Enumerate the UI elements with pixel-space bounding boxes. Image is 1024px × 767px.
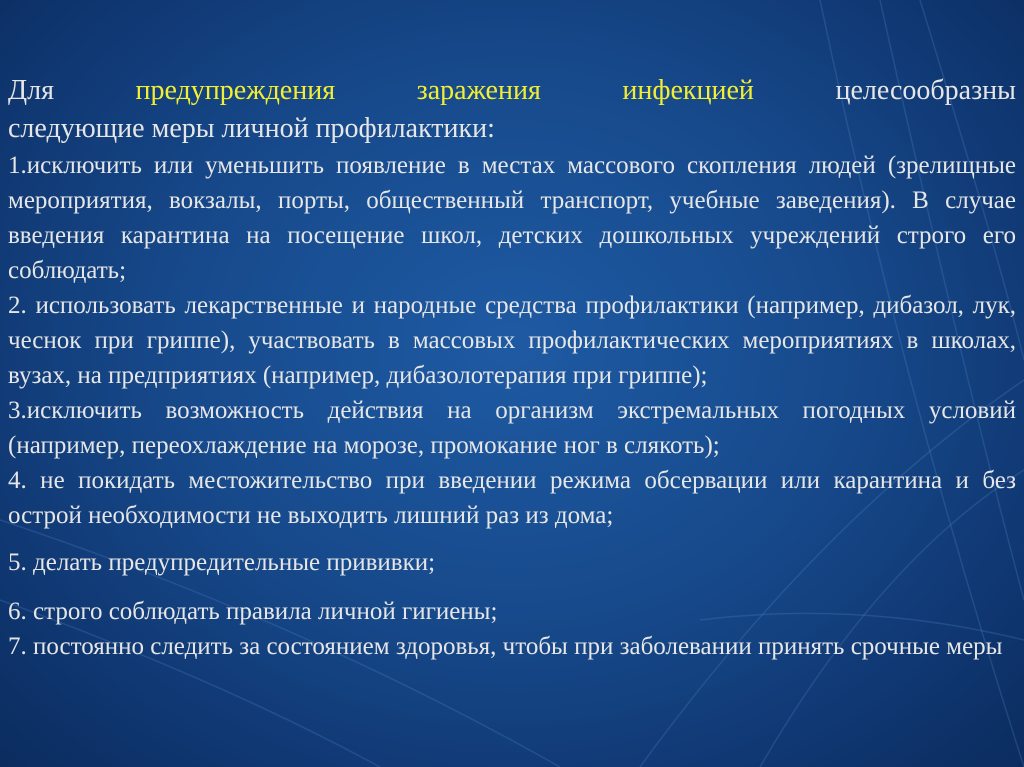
list-item-2: 2. использовать лекарственные и народные средства профилактики (например, дибазол, лук, чеснок при гриппе), участвовать в массовых профилактических мероприятиях в школах, вузах, на предприятиях (например, дибазолотерапия при гриппе); (8, 292, 1016, 389)
intro-highlight-word-2: заражения (416, 75, 541, 106)
slide-content (8, 72, 1016, 664)
list-item-4: 4. не покидать местожительство при введении режима обсервации или карантина и без острой необходимости не выходить лишний раз из дома; (8, 467, 1016, 529)
list-item-6: 6. строго соблюдать правила личной гигиены; (8, 598, 498, 625)
list-item-3: 3.исключить возможность действия на организм экстремальных погодных условий (например, переохлаждение на морозе, промокание ног в слякоть); (8, 397, 1016, 459)
intro-line-2: следующие меры личной профилактики: (8, 113, 495, 144)
intro-word-5: целесообразны (835, 75, 1016, 106)
intro-heading (8, 72, 1016, 148)
intro-highlight-word-3: инфекцией (622, 75, 754, 106)
list-item-7: 7. постоянно следить за состоянием здоровья, чтобы при заболевании принять срочные меры (8, 633, 1003, 660)
intro-highlight-word-1: предупреждения (135, 75, 336, 106)
list-item-5: 5. делать предупредительные прививки; (8, 549, 436, 576)
list-item-1: 1.исключить или уменьшить появление в местах массового скопления людей (зрелищные мероприятия, вокзалы, порты, общественный транспорт, учебные заведения). В случае введения карантина на посещение школ, детских дошкольных учреждений строго его соблюдать; (8, 152, 1016, 284)
intro-word-1: Для (8, 75, 54, 106)
intro-line-1 (8, 72, 1016, 110)
